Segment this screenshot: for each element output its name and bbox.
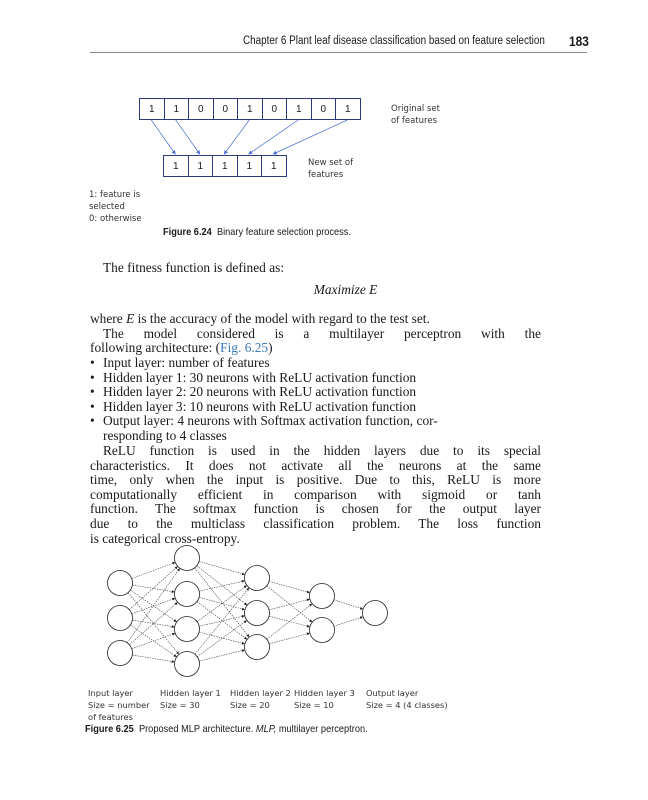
connection-edge: [132, 620, 174, 627]
layer-label: [160, 687, 221, 711]
selected-bit-cell: 1: [163, 155, 189, 177]
original-bit-cell: 1: [237, 98, 263, 120]
selected-bit-cell: 1: [212, 155, 238, 177]
caption-label: Figure 6.24: [163, 226, 212, 238]
label-line: of features: [391, 116, 438, 126]
caption-label: Figure 6.25: [85, 723, 134, 735]
text: ): [268, 340, 273, 355]
neuron-node: [175, 582, 200, 607]
bullet-text: Hidden layer 1: 30 neurons with ReLU activation function: [103, 369, 417, 385]
legend-line: selected: [89, 202, 125, 212]
paragraph-line: function. The softmax function is chosen for the output layer: [90, 501, 541, 517]
selected-bit-cell: 1: [237, 155, 263, 177]
paragraph-line: time, only when the input is positive. Due to this, ReLU is more: [90, 472, 541, 488]
fitness-intro: The fitness function is defined as:: [103, 260, 285, 275]
selected-bit-cell: 1: [261, 155, 287, 177]
connection-edge: [132, 655, 174, 662]
layer-size: Size = number: [88, 700, 150, 710]
caption-text: Proposed MLP architecture.: [138, 723, 256, 735]
label-line: features: [308, 170, 344, 180]
layer-size: Size = 4 (4 classes): [366, 700, 448, 710]
layer-name: Hidden layer 3: [294, 688, 355, 698]
bullet-icon: •: [90, 355, 95, 370]
neuron-node: [310, 584, 335, 609]
neuron-node: [108, 641, 133, 666]
connection-edge: [267, 604, 312, 640]
paragraph-line: is categorical cross-entropy.: [90, 530, 240, 546]
text: following architecture: (: [90, 340, 221, 355]
bullet-text: Hidden layer 3: 10 neurons with ReLU activation function: [103, 398, 417, 414]
connection-edge: [197, 585, 247, 621]
layer-label: [88, 687, 150, 723]
layer-label: [366, 687, 448, 711]
caption-text: Binary feature selection process.: [216, 226, 351, 238]
original-bit-cell: 1: [139, 98, 165, 120]
layer-label: [230, 687, 291, 711]
paragraph-line: ReLU function is used in the hidden layers due to its special: [103, 443, 541, 458]
connection-edge: [269, 581, 310, 592]
original-bit-cell: 0: [262, 98, 288, 120]
connection-edge: [132, 585, 174, 592]
variable-e: E: [126, 311, 135, 326]
label-line: Original set: [391, 104, 440, 114]
layer-size-extra: of features: [88, 712, 133, 722]
neuron-node: [175, 546, 200, 571]
label-line: New set of: [308, 158, 354, 168]
figure-link[interactable]: Fig. 6.25: [220, 340, 269, 355]
connection-edge: [195, 568, 250, 637]
bullet-text: Hidden layer 2: 20 neurons with ReLU activation function: [103, 384, 417, 400]
connection-edge: [269, 599, 310, 610]
legend-line: 0: otherwise: [89, 214, 142, 224]
connection-edge: [334, 617, 363, 626]
neuron-node: [108, 571, 133, 596]
page-number: 183: [569, 33, 589, 49]
selected-bit-cell: 1: [188, 155, 214, 177]
figure-6-25-caption: [85, 723, 368, 735]
layer-name: Input layer: [88, 688, 133, 698]
legend-line: 1: feature is: [89, 190, 141, 200]
original-bit-cell: 0: [188, 98, 214, 120]
caption-abbrev: MLP,: [255, 723, 277, 735]
connection-edge: [199, 632, 245, 644]
bullet-icon: •: [90, 413, 95, 429]
neuron-node: [175, 652, 200, 677]
paragraph-line: computationally efficient in comparison with sigmoid or tanh: [90, 486, 541, 502]
neuron-node: [245, 566, 270, 591]
running-header: Chapter 6 Plant leaf disease classification based on feature selection: [243, 35, 545, 47]
bullet-icon: •: [90, 369, 95, 385]
layer-size: Size = 20: [230, 700, 270, 710]
layer-size: Size = 10: [294, 700, 334, 710]
fitness-equation: Maximize E: [313, 282, 378, 297]
original-bit-cell: 1: [335, 98, 361, 120]
neuron-node: [310, 618, 335, 643]
text: where: [90, 311, 127, 326]
paragraph-line: due to the multiclass classification problem. The loss function: [90, 516, 541, 531]
connection-edge: [132, 562, 176, 578]
bullet-continuation: responding to 4 classes: [103, 428, 227, 443]
original-bit-cell: 1: [286, 98, 312, 120]
paragraph-line: characteristics. It does not activate all the neurons at the same: [90, 457, 541, 473]
layer-label: [294, 687, 355, 711]
connection-edge: [334, 600, 363, 609]
layer-name: Output layer: [366, 688, 419, 698]
neuron-node: [363, 601, 388, 626]
connection-edge: [199, 650, 245, 661]
connection-edge: [132, 633, 175, 649]
bullet-text: Input layer: number of features: [103, 355, 270, 370]
neuron-node: [245, 601, 270, 626]
original-bit-cell: 0: [311, 98, 337, 120]
original-bit-cell: 1: [164, 98, 190, 120]
layer-name: Hidden layer 1: [160, 688, 221, 698]
layer-name: Hidden layer 2: [230, 688, 291, 698]
connection-edge: [127, 568, 180, 643]
bullet-text: Output layer: 4 neurons with Softmax activation function, cor-: [103, 413, 438, 429]
bullet-icon: •: [90, 384, 95, 400]
connection-edge: [195, 588, 249, 655]
neuron-node: [108, 606, 133, 631]
bullet-icon: •: [90, 398, 95, 414]
original-bit-cell: 0: [213, 98, 239, 120]
caption-text: multilayer perceptron.: [276, 723, 368, 735]
model-line: The model considered is a multilayer perceptron with the: [103, 326, 541, 341]
layer-size: Size = 30: [160, 700, 200, 710]
neuron-node: [245, 635, 270, 660]
connection-edge: [269, 633, 310, 644]
neuron-node: [175, 617, 200, 642]
text: is the accuracy of the model with regard to the test set.: [134, 311, 430, 326]
